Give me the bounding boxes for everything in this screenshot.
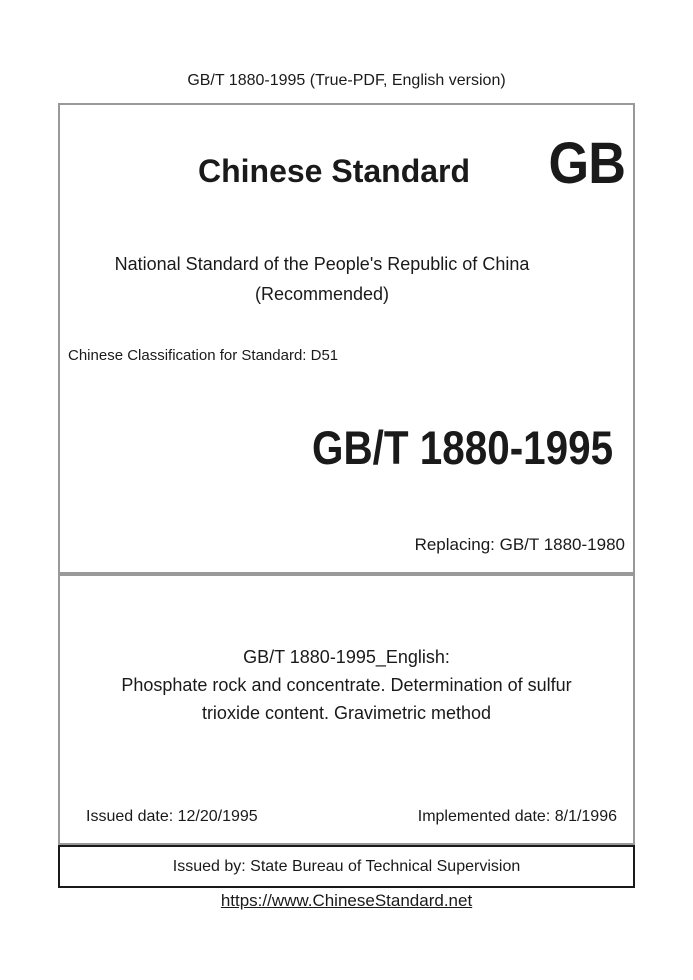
implemented-date: Implemented date: 8/1/1996	[417, 808, 617, 825]
replacing-note: Replacing: GB/T 1880-1980	[414, 535, 625, 554]
cover-box	[58, 103, 635, 574]
classification-text: Chinese Classification for Standard: D51	[68, 347, 339, 364]
english-title-block	[60, 643, 633, 727]
english-title-line1: GB/T 1880-1995_English:	[243, 647, 450, 667]
issued-date: Issued date: 12/20/1995	[86, 808, 258, 825]
gb-logo: GB	[548, 131, 625, 196]
national-standard-text: National Standard of the People's Republic of China	[114, 254, 530, 274]
footer-link[interactable]: https://www.ChineseStandard.net	[220, 891, 473, 910]
document-header: GB/T 1880-1995 (True-PDF, English version)	[187, 72, 506, 89]
national-standard-block	[60, 249, 584, 309]
issuer-box	[58, 845, 635, 888]
recommended-text: (Recommended)	[254, 284, 390, 304]
brand-title: Chinese Standard	[197, 153, 471, 189]
dates-row	[86, 807, 617, 826]
english-title-line3: trioxide content. Gravimetric method	[201, 703, 492, 723]
title-box	[58, 574, 635, 845]
standard-code: GB/T 1880-1995	[311, 421, 613, 474]
english-title-line2: Phosphate rock and concentrate. Determination of sulfur	[121, 675, 572, 695]
issuer-text: Issued by: State Bureau of Technical Supervision	[172, 857, 521, 875]
